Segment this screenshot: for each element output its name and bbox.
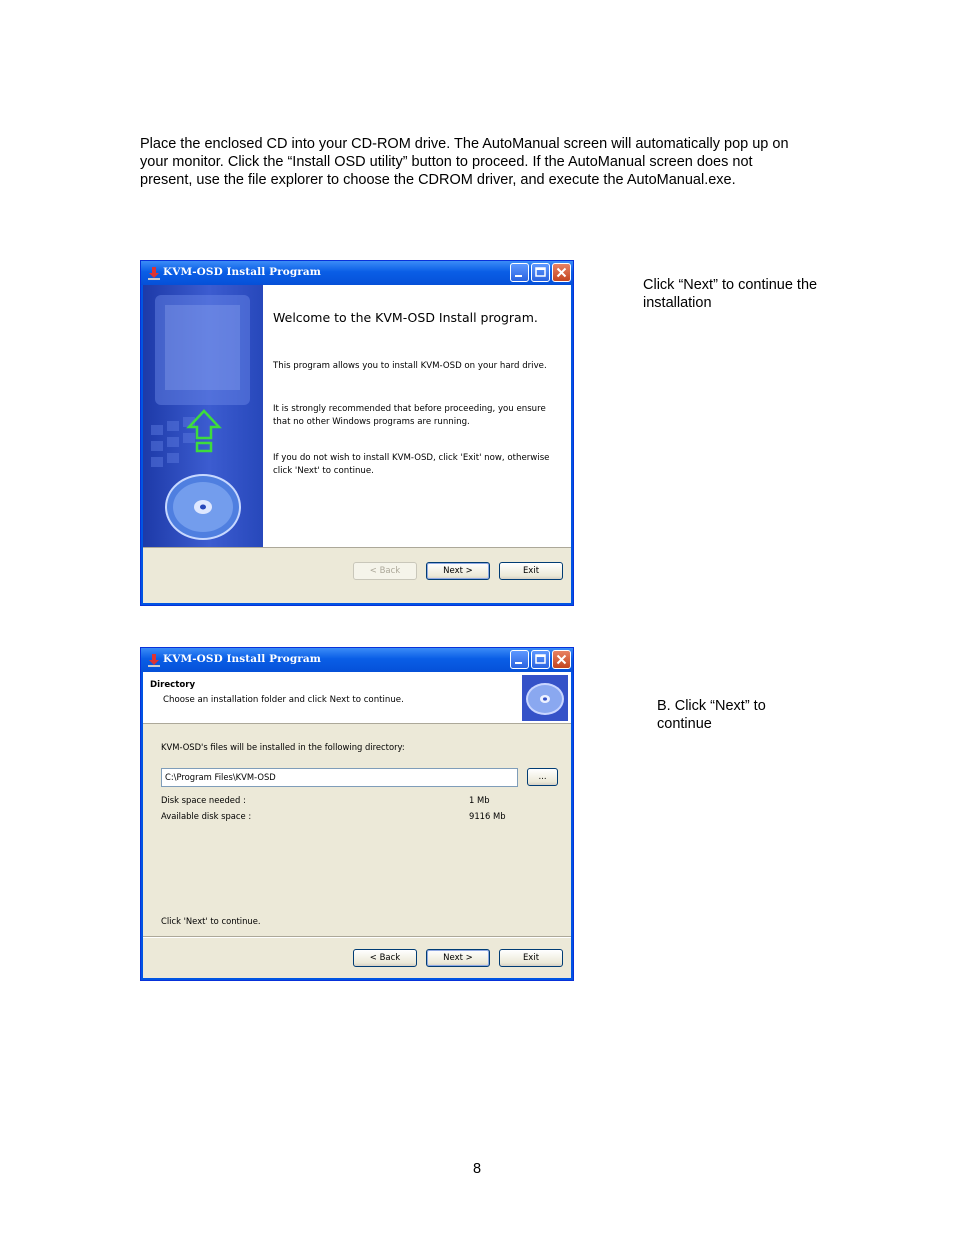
page-number: 8	[472, 1161, 482, 1177]
directory-dialog-window	[140, 647, 574, 981]
welcome-paragraph-2: It is strongly recommended that before proceeding, you ensure that no other Windows programs are running.	[273, 404, 546, 427]
footer-divider	[143, 547, 571, 548]
next-button[interactable]: Next >	[426, 949, 490, 967]
side-note-next: Click “Next” to continue the installation	[643, 277, 818, 311]
footer-hint: Click 'Next' to continue.	[161, 916, 261, 926]
disk-available-value: 9116 Mb	[469, 811, 506, 821]
maximize-icon	[532, 651, 549, 668]
disk-needed-label: Disk space needed :	[161, 795, 246, 805]
back-button[interactable]: < Back	[353, 949, 417, 967]
directory-header	[143, 672, 571, 723]
close-button[interactable]	[552, 263, 571, 282]
disk-needed-value: 1 Mb	[469, 795, 490, 805]
title-bar[interactable]	[141, 648, 573, 672]
minimize-button[interactable]	[510, 650, 529, 669]
section-title: Directory	[150, 680, 196, 690]
next-button[interactable]: Next >	[426, 562, 490, 580]
cd-disc-icon	[165, 474, 241, 540]
maximize-button[interactable]	[531, 263, 550, 282]
install-location-label: KVM-OSD's files will be installed in the following directory:	[161, 742, 405, 752]
dialog-client-area	[143, 285, 571, 603]
window-title: KVM-OSD Install Program	[163, 653, 322, 665]
maximize-button[interactable]	[531, 650, 550, 669]
installer-banner-image	[143, 285, 263, 547]
welcome-paragraph-3: If you do not wish to install KVM-OSD, click 'Exit' now, otherwise click 'Next' to continue.	[273, 453, 550, 476]
close-icon	[553, 651, 570, 668]
welcome-paragraph-1: This program allows you to install KVM-OSD on your hard drive.	[273, 361, 547, 371]
installer-app-icon	[147, 653, 161, 667]
exit-button[interactable]: Exit	[499, 562, 563, 580]
minimize-button[interactable]	[510, 263, 529, 282]
exit-button[interactable]: Exit	[499, 949, 563, 967]
section-subtitle: Choose an installation folder and click Next to continue.	[163, 695, 404, 705]
welcome-content-panel	[263, 285, 571, 547]
maximize-icon	[532, 264, 549, 281]
install-path-input[interactable]: C:\Program Files\KVM-OSD	[161, 768, 518, 787]
banner-illustration	[143, 285, 263, 547]
intro-paragraph: Place the enclosed CD into your CD-ROM drive. The AutoManual screen will automatically pop up on your monitor. Click the “Install OSD utility” button to proceed. If the AutoManual screen does not present, use the file explorer to choose the CDROM driver, and execute the AutoManual.exe.	[140, 136, 789, 188]
title-bar[interactable]	[141, 261, 573, 285]
header-divider	[143, 723, 571, 724]
welcome-heading: Welcome to the KVM-OSD Install program.	[273, 310, 538, 325]
close-button[interactable]	[552, 650, 571, 669]
installer-app-icon	[147, 266, 161, 280]
footer-divider-highlight	[143, 937, 571, 938]
disk-available-label: Available disk space :	[161, 811, 252, 821]
back-button[interactable]: < Back	[353, 562, 417, 580]
minimize-icon	[511, 264, 528, 281]
dialog-client-area	[143, 672, 571, 978]
window-title: KVM-OSD Install Program	[163, 266, 322, 278]
minimize-icon	[511, 651, 528, 668]
close-icon	[553, 264, 570, 281]
cd-disc-icon	[522, 675, 568, 721]
side-note-step-b: B. Click “Next” to continue	[657, 698, 766, 732]
welcome-dialog-window	[140, 260, 574, 606]
browse-button[interactable]: ...	[527, 768, 558, 786]
